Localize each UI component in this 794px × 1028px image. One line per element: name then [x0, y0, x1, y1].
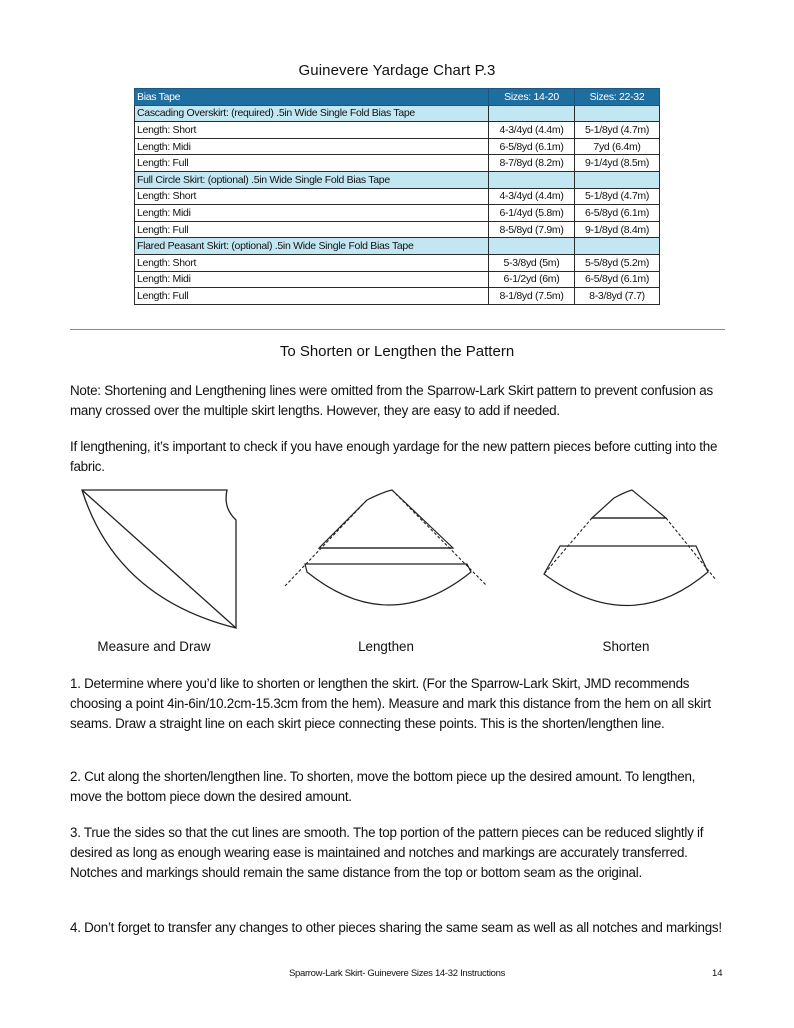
- chart-title: Guinevere Yardage Chart P.3: [298, 62, 496, 79]
- section-label: Cascading Overskirt: (required) .5in Wide Single Fold Bias Tape: [135, 105, 489, 122]
- empty-cell: [489, 105, 575, 122]
- empty-cell: [575, 105, 660, 122]
- footer-title: Sparrow-Lark Skirt- Guinevere Sizes 14-32 Instructions: [288, 968, 506, 979]
- yardage-22-32: 9-1/8yd (8.4m): [575, 221, 660, 238]
- yardage-14-20: 8-1/8yd (7.5m): [489, 288, 575, 305]
- length-label: Length: Midi: [135, 205, 489, 222]
- yardage-22-32: 5-5/8yd (5.2m): [575, 254, 660, 271]
- table-header-row: [135, 89, 660, 106]
- yardage-table: [134, 88, 660, 305]
- length-label: Length: Full: [135, 288, 489, 305]
- table-row: [135, 122, 660, 139]
- yardage-22-32: 6-5/8yd (6.1m): [575, 271, 660, 288]
- length-label: Length: Short: [135, 122, 489, 139]
- yardage-14-20: 4-3/4yd (4.4m): [489, 122, 575, 139]
- header-bias-tape: Bias Tape: [135, 89, 489, 106]
- yardage-14-20: 5-3/8yd (5m): [489, 254, 575, 271]
- yardage-14-20: 6-1/4yd (5.8m): [489, 205, 575, 222]
- step-2-paragraph: 2. Cut along the shorten/lengthen line. To shorten, move the bottom piece up the desired amount. To lengthen, move the bottom piece down the desired amount.: [70, 769, 696, 804]
- table-row: [135, 188, 660, 205]
- length-label: Length: Short: [135, 254, 489, 271]
- yardage-14-20: 8-5/8yd (7.9m): [489, 221, 575, 238]
- section-label: Full Circle Skirt: (optional) .5in Wide Single Fold Bias Tape: [135, 171, 489, 188]
- table-section-row: [135, 105, 660, 122]
- section-divider: [70, 329, 725, 330]
- measure-and-draw-diagram: [78, 488, 244, 630]
- section-title: To Shorten or Lengthen the Pattern: [279, 343, 515, 360]
- length-label: Length: Midi: [135, 271, 489, 288]
- table-row: [135, 288, 660, 305]
- shorten-diagram: [520, 488, 730, 630]
- yardage-paragraph: If lengthening, it’s important to check if you have enough yardage for the new pattern pieces before cutting into the fabric.: [70, 439, 718, 474]
- yardage-22-32: 7yd (6.4m): [575, 138, 660, 155]
- yardage-14-20: 4-3/4yd (4.4m): [489, 188, 575, 205]
- yardage-14-20: 6-5/8yd (6.1m): [489, 138, 575, 155]
- table-row: [135, 271, 660, 288]
- header-sizes-22-32: Sizes: 22-32: [575, 89, 660, 106]
- table-row: [135, 221, 660, 238]
- table-row: [135, 205, 660, 222]
- length-label: Length: Full: [135, 155, 489, 172]
- note-paragraph: Note: Shortening and Lengthening lines were omitted from the Sparrow-Lark Skirt pattern to prevent confusion as many crossed over the multiple skirt lengths. However, they are easy to add if needed.: [70, 383, 713, 418]
- table-section-row: [135, 171, 660, 188]
- yardage-22-32: 5-1/8yd (4.7m): [575, 122, 660, 139]
- yardage-14-20: 6-1/2yd (6m): [489, 271, 575, 288]
- table-row: [135, 155, 660, 172]
- page-number: 14: [712, 968, 723, 979]
- caption-shorten: Shorten: [602, 639, 650, 654]
- empty-cell: [489, 171, 575, 188]
- lengthen-diagram: [283, 488, 491, 630]
- length-label: Length: Short: [135, 188, 489, 205]
- table-row: [135, 138, 660, 155]
- yardage-22-32: 6-5/8yd (6.1m): [575, 205, 660, 222]
- step-4-paragraph: 4. Don’t forget to transfer any changes to other pieces sharing the same seam as well as all notches and markings!: [70, 920, 722, 935]
- length-label: Length: Midi: [135, 138, 489, 155]
- yardage-22-32: 8-3/8yd (7.7): [575, 288, 660, 305]
- header-sizes-14-20: Sizes: 14-20: [489, 89, 575, 106]
- caption-lengthen: Lengthen: [358, 639, 414, 654]
- caption-measure-and-draw: Measure and Draw: [97, 639, 211, 654]
- empty-cell: [575, 171, 660, 188]
- section-label: Flared Peasant Skirt: (optional) .5in Wide Single Fold Bias Tape: [135, 238, 489, 255]
- yardage-22-32: 5-1/8yd (4.7m): [575, 188, 660, 205]
- length-label: Length: Full: [135, 221, 489, 238]
- yardage-14-20: 8-7/8yd (8.2m): [489, 155, 575, 172]
- empty-cell: [489, 238, 575, 255]
- step-1-paragraph: 1. Determine where you’d like to shorten or lengthen the skirt. (For the Sparrow-Lark Skirt, JMD recommends choosing a point 4in-6in/10.2cm-15.3cm from the hem). Measure and mark this distance from the hem on all skirt seams. Draw a straight line on each skirt piece connecting these points. This is the shorten/lengthen line.: [70, 676, 711, 731]
- table-section-row: [135, 238, 660, 255]
- step-3-paragraph: 3. True the sides so that the cut lines are smooth. The top portion of the pattern pieces can be reduced slightly if desired as long as enough wearing ease is maintained and notches and markings are accurately transferred. Notches and markings should remain the same distance from the top or bottom seam as the original.: [70, 825, 704, 880]
- table-row: [135, 254, 660, 271]
- yardage-22-32: 9-1/4yd (8.5m): [575, 155, 660, 172]
- empty-cell: [575, 238, 660, 255]
